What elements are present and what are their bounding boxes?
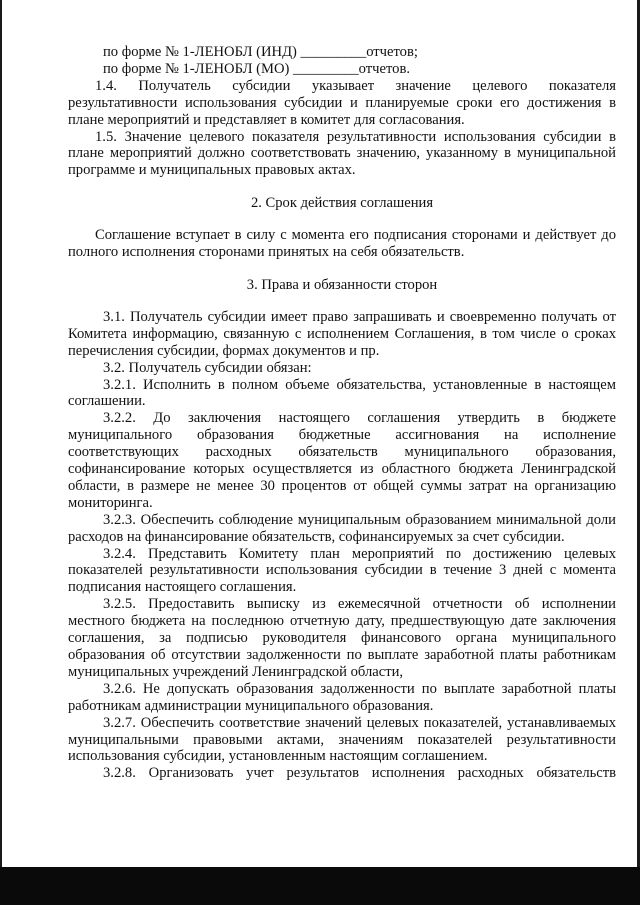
clause-3-2-6: 3.2.6. Не допускать образования задолженности по выплате заработной платы работникам администрации муниципального образования. <box>68 680 616 714</box>
clause-3-2-3: 3.2.3. Обеспечить соблюдение муниципальным образованием минимальной доли расходов на финансирование обязательств, софинансируемых за счет субсидии. <box>68 511 616 545</box>
clause-3-2-1: 3.2.1. Исполнить в полном объеме обязательства, установленные в настоящем соглашении. <box>68 376 616 410</box>
scan-border-bottom <box>0 867 640 905</box>
section-2-heading: 2. Срок действия соглашения <box>250 195 434 212</box>
clause-3-2-2: 3.2.2. До заключения настоящего соглашения утвердить в бюджете муниципального образования бюджетные ассигнования на исполнение соответствующих расходных обязательств муниципального образования, софинансирование которых осуществляется из областного бюджета Ленинградской области, в размере не менее 30 процентов от общей суммы затрат на организацию мониторинга. <box>68 410 616 511</box>
section-3-heading: 3. Права и обязанности сторон <box>246 276 438 293</box>
form-line-ind: по форме № 1-ЛЕНОБЛ (ИНД) _________отчетов; <box>103 44 418 60</box>
clause-3-2: 3.2. Получатель субсидии обязан: <box>103 359 312 376</box>
clause-1-5: 1.5. Значение целевого показателя результативности использования субсидии в плане мероприятий должно соответствовать значению, указанному в муниципальной программе и муниципальных правовых актах. <box>68 128 616 179</box>
clause-3-2-8: 3.2.8. Организовать учет результатов исполнения расходных обязательств <box>103 765 616 782</box>
section-2-text: Соглашение вступает в силу с момента его подписания сторонами и действует до полного исполнения сторонами принятых на себя обязательств. <box>68 227 616 261</box>
clause-3-2-4: 3.2.4. Представить Комитету план мероприятий по достижению целевых показателей результативности использования субсидии в течение 3 дней с момента подписания настоящего соглашения. <box>68 545 616 596</box>
clause-3-2-7: 3.2.7. Обеспечить соответствие значений целевых показателей, устанавливаемых муниципальными правовыми актами, значениям показателей результативности использования субсидии, установленным настоящим соглашением. <box>68 714 616 765</box>
scan-edge-left <box>0 0 2 870</box>
clause-3-2-5: 3.2.5. Предоставить выписку из ежемесячной отчетности об исполнении местного бюджета на последнюю отчетную дату, предшествующую дате заключения соглашения, за подписью руководителя финансового органа муниципального образования об отсутствии задолженности по выплате заработной платы работникам муниципальных учреждений Ленинградской области, <box>68 596 616 680</box>
clause-3-1: 3.1. Получатель субсидии имеет право запрашивать и своевременно получать от Комитета информацию, связанную с исполнением Соглашения, в том числе о сроках перечисления субсидии, формах документов и пр. <box>68 308 616 359</box>
form-line-mo: по форме № 1-ЛЕНОБЛ (МО) _________отчетов. <box>103 60 411 77</box>
clause-1-4: 1.4. Получатель субсидии указывает значение целевого показателя результативности использования субсидии и планируемые сроки его достижения в плане мероприятий и представляет в комитет для согласования. <box>68 77 616 128</box>
document-body <box>68 44 616 782</box>
